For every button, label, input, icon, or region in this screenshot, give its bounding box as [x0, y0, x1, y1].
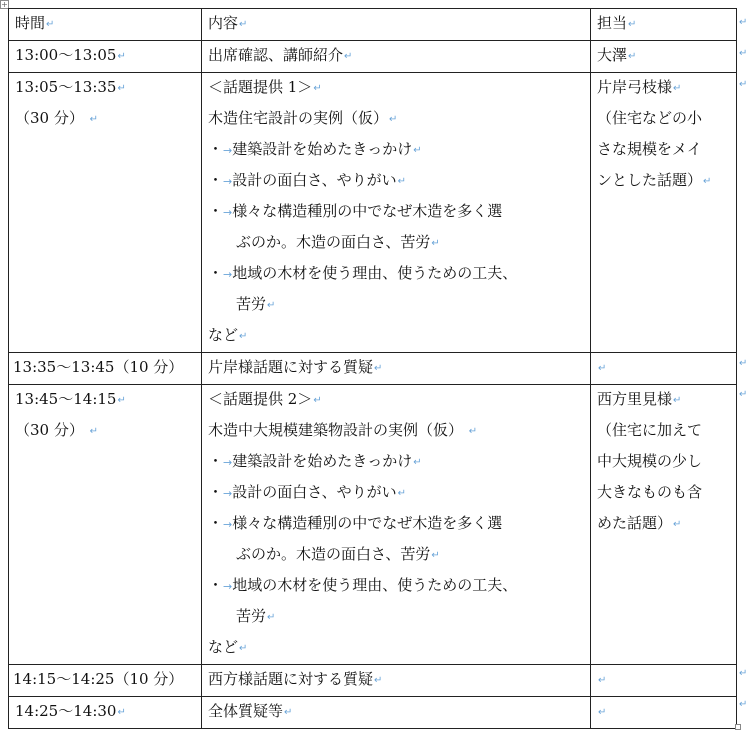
list-item: ・→建築設計を始めたきっかけ↵	[208, 452, 422, 470]
paragraph-mark-icon: ↵	[284, 707, 293, 718]
tab-arrow-icon: →	[223, 175, 233, 188]
list-item-continuation: ぶのか。木造の面白さ、苦労↵	[236, 233, 440, 251]
tab-arrow-icon: →	[223, 268, 233, 281]
content-cell: 全体質疑等↵	[202, 697, 591, 729]
paragraph-mark-icon: ↵	[89, 114, 99, 125]
table-header-row	[9, 9, 737, 41]
header-owner: 担当↵	[591, 9, 737, 41]
topic-subtitle: 木造中大規模建築物設計の実例（仮）	[208, 421, 464, 439]
table-row	[9, 353, 737, 385]
paragraph-mark-icon: ↵	[598, 675, 607, 686]
owner-cell: 西方里見様↵ （住宅に加えて 中大規模の少し 大きなものも含 めた話題）↵	[591, 385, 737, 665]
row-end-mark-icon: ↵	[739, 389, 748, 400]
paragraph-mark-icon: ↵	[117, 395, 126, 406]
table-resize-handle-icon[interactable]	[735, 724, 741, 730]
list-item-continuation: ぶのか。木造の面白さ、苦労↵	[236, 545, 440, 563]
header-time: 時間↵	[9, 9, 202, 41]
time-cell: 14:25〜14:30↵	[9, 697, 202, 729]
owner-cell	[591, 665, 737, 697]
paragraph-mark-icon: ↵	[89, 426, 99, 437]
row-end-mark-icon: ↵	[739, 48, 748, 59]
list-item-continuation: 苦労↵	[236, 295, 276, 313]
list-item: ・→建築設計を始めたきっかけ↵	[208, 140, 422, 158]
topic-closing: など	[208, 326, 239, 344]
content-cell	[202, 385, 591, 665]
paragraph-mark-icon: ↵	[598, 363, 607, 374]
list-item: ・→様々な構造種別の中でなぜ木造を多く選	[208, 514, 503, 532]
paragraph-mark-icon: ↵	[628, 19, 637, 30]
tab-arrow-icon: →	[223, 456, 233, 469]
topic-subtitle: 木造住宅設計の実例（仮）	[208, 109, 389, 127]
paragraph-mark-icon: ↵	[397, 488, 407, 499]
table-row	[9, 697, 737, 729]
paragraph-mark-icon: ↵	[344, 51, 353, 62]
paragraph-mark-icon: ↵	[673, 519, 682, 530]
table-row	[9, 665, 737, 697]
paragraph-mark-icon: ↵	[239, 19, 248, 30]
table-row	[9, 41, 737, 73]
paragraph-mark-icon: ↵	[374, 675, 383, 686]
paragraph-mark-icon: ↵	[431, 550, 440, 561]
content-cell: 出席確認、講師紹介↵	[202, 41, 591, 73]
tab-arrow-icon: →	[223, 518, 233, 531]
paragraph-mark-icon: ↵	[46, 19, 55, 30]
schedule-table	[8, 8, 737, 729]
paragraph-mark-icon: ↵	[673, 395, 682, 406]
owner-cell	[591, 353, 737, 385]
content-cell	[202, 73, 591, 353]
row-end-mark-icon: ↵	[739, 668, 748, 679]
header-content: 内容↵	[202, 9, 591, 41]
speaker-name: 西方里見様	[597, 390, 673, 408]
owner-cell: 片岸弓枝様↵ （住宅などの小 さな規模をメイ ンとした話題）↵	[591, 73, 737, 353]
list-item: ・→設計の面白さ、やりがい↵	[208, 483, 407, 501]
paragraph-mark-icon: ↵	[413, 457, 422, 468]
paragraph-mark-icon: ↵	[313, 83, 322, 94]
table-row	[9, 73, 737, 353]
list-item-continuation: 苦労↵	[236, 607, 276, 625]
paragraph-mark-icon: ↵	[117, 51, 126, 62]
tab-arrow-icon: →	[223, 144, 233, 157]
owner-cell: 大澤↵	[591, 41, 737, 73]
paragraph-mark-icon: ↵	[628, 51, 637, 62]
row-end-mark-icon: ↵	[739, 358, 748, 369]
tab-arrow-icon: →	[223, 206, 233, 219]
table-row	[9, 385, 737, 665]
paragraph-mark-icon: ↵	[389, 114, 398, 125]
owner-cell	[591, 697, 737, 729]
row-end-mark-icon: ↵	[739, 699, 748, 710]
time-cell: 13:45〜14:15↵ （30 分） ↵	[9, 385, 202, 665]
paragraph-mark-icon: ↵	[374, 363, 383, 374]
speaker-name: 片岸弓枝様	[597, 78, 673, 96]
paragraph-mark-icon: ↵	[431, 238, 440, 249]
paragraph-mark-icon: ↵	[117, 707, 126, 718]
list-item: ・→設計の面白さ、やりがい↵	[208, 171, 407, 189]
time-cell: 14:15〜14:25（10 分）	[9, 665, 202, 697]
content-cell: 片岸様話題に対する質疑↵	[202, 353, 591, 385]
paragraph-mark-icon: ↵	[468, 426, 478, 437]
table-move-handle-icon[interactable]: +	[1, 0, 8, 9]
paragraph-mark-icon: ↵	[673, 83, 682, 94]
row-end-mark-icon: ↵	[739, 79, 748, 90]
time-cell: 13:05〜13:35↵ （30 分） ↵	[9, 73, 202, 353]
paragraph-mark-icon: ↵	[117, 83, 126, 94]
topic-closing: など	[208, 638, 239, 656]
paragraph-mark-icon: ↵	[239, 331, 248, 342]
paragraph-mark-icon: ↵	[598, 707, 607, 718]
paragraph-mark-icon: ↵	[397, 176, 407, 187]
topic-heading: ＜話題提供 1＞	[208, 78, 313, 96]
time-cell: 13:00〜13:05↵	[9, 41, 202, 73]
paragraph-mark-icon: ↵	[313, 395, 322, 406]
row-end-mark-icon: ↵	[739, 17, 748, 28]
tab-arrow-icon: →	[223, 487, 233, 500]
list-item: ・→地域の木材を使う理由、使うための工夫、	[208, 264, 518, 282]
paragraph-mark-icon: ↵	[267, 300, 276, 311]
content-cell: 西方様話題に対する質疑↵	[202, 665, 591, 697]
list-item: ・→様々な構造種別の中でなぜ木造を多く選	[208, 202, 503, 220]
paragraph-mark-icon: ↵	[267, 612, 276, 623]
time-cell: 13:35〜13:45（10 分）	[9, 353, 202, 385]
topic-heading: ＜話題提供 2＞	[208, 390, 313, 408]
list-item: ・→地域の木材を使う理由、使うための工夫、	[208, 576, 518, 594]
tab-arrow-icon: →	[223, 580, 233, 593]
paragraph-mark-icon: ↵	[703, 176, 712, 187]
paragraph-mark-icon: ↵	[239, 643, 248, 654]
paragraph-mark-icon: ↵	[413, 145, 422, 156]
